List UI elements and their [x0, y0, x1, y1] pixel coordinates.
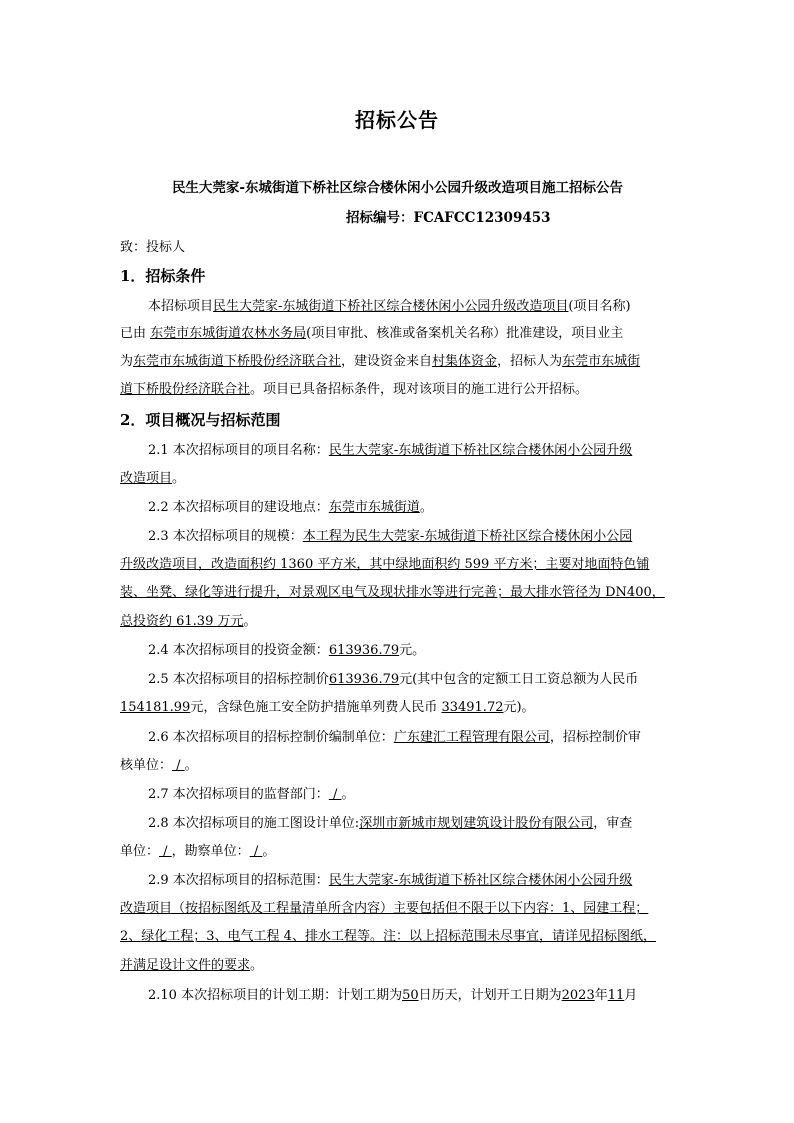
price-reviewer: / [172, 758, 185, 773]
text: 2.3 本次招标项目的规模： [148, 529, 303, 544]
p2-4 [148, 643, 425, 659]
survey-unit: / [249, 844, 263, 859]
scale-text: 本工程为民生大莞家-东城街道下桥社区综合楼休闲小公园 [302, 529, 633, 544]
project-name-21-cont: 改造项目 [120, 471, 173, 486]
tenderer-cont: 道下桥股份经济联合社 [120, 382, 251, 397]
text: 2.5 本次招标项目的招标控制价 [148, 672, 329, 687]
section-1-heading: 1．招标条件 [120, 267, 206, 285]
text: ，招标控制价审 [549, 730, 641, 745]
text: ，勘察单位： [171, 844, 250, 859]
fund-source: 村集体资金 [432, 354, 498, 369]
design-unit: 深圳市新城市规划建筑设计股份有限公司 [359, 816, 594, 831]
p2-7 [148, 787, 354, 803]
page-title: 招标公告 [355, 108, 439, 132]
p2-10 [148, 988, 637, 1004]
text: 。 [250, 958, 264, 973]
text: 。 [184, 758, 198, 773]
duration-days: 50 [402, 988, 419, 1003]
text: 元。 [399, 643, 426, 658]
text: ，审查 [593, 816, 633, 831]
text: 。 [341, 787, 355, 802]
p2-3 [148, 529, 632, 545]
text: (项目名称) [568, 299, 631, 314]
text: 2.6 本次招标项目的招标控制价编制单位： [148, 730, 394, 745]
text: 本招标项目 [148, 299, 214, 314]
p2-3-l3 [120, 585, 665, 601]
scope-text: 民生大莞家-东城街道下桥社区综合楼休闲小公园升级 [328, 873, 633, 888]
safety-fee: 33491.72 [441, 700, 504, 715]
s1-line-2 [120, 326, 623, 342]
s1-line-4 [120, 382, 588, 398]
project-name: 民生大莞家-东城街道下桥社区综合楼休闲小公园升级改造项目 [213, 299, 569, 314]
bid-number-label: 招标编号： [346, 210, 414, 226]
text: 2.1 本次招标项目的项目名称： [148, 443, 329, 458]
p2-1 [148, 443, 632, 459]
location: 东莞市东城街道 [328, 500, 420, 515]
project-owner: 东莞市东城街道下桥股份经济联合社 [133, 354, 342, 369]
control-price: 613936.79 [328, 672, 400, 687]
text: ，建设资金来自 [341, 354, 433, 369]
p2-5-l2 [120, 700, 535, 716]
text: 2.10 本次招标项目的计划工期：计划工期为 [148, 988, 403, 1003]
greeting: 致：投标人 [120, 240, 186, 255]
text: 。 [243, 614, 257, 629]
text: 日历天，计划开工日期为 [418, 988, 562, 1003]
s1-line-1 [148, 299, 631, 315]
p2-9 [148, 873, 632, 889]
start-month: 11 [607, 988, 625, 1003]
p2-9-l4 [120, 958, 263, 974]
text: 。 [262, 844, 276, 859]
p2-8-l2 [120, 844, 275, 860]
text: 为 [120, 354, 134, 369]
p2-6 [148, 730, 641, 746]
text: 2.9 本次招标项目的招标范围： [148, 873, 329, 888]
text: 2.2 本次招标项目的建设地点： [148, 500, 329, 515]
p2-6-l2 [120, 758, 198, 774]
section-2-heading: 2．项目概况与招标范围 [120, 411, 281, 429]
scale-text: 装、坐凳、绿化等进行提升，对景观区电气及现状排水等进行完善；最大排水管径为 DN400， [120, 585, 665, 600]
p2-9-l3: 2、绿化工程；3、电气工程 4、排水工程等。注：以上招标范围未尽事宜，请详见招标图纸， [120, 929, 656, 944]
investment-amount: 613936.79 [328, 643, 400, 658]
wage-total: 154181.99 [120, 700, 191, 715]
project-name-21: 民生大莞家-东城街道下桥社区综合楼休闲小公园升级 [328, 443, 633, 458]
p2-3-l2 [120, 557, 649, 573]
scope-text: 并满足设计文件的要求 [120, 958, 251, 973]
p2-3-l4 [120, 614, 257, 630]
text: 。 [419, 500, 433, 515]
tenderer: 东莞市东城街 [562, 354, 641, 369]
text: (项目审批、核准或备案机关名称）批准建设，项目业主 [306, 326, 624, 341]
text: 2.8 本次招标项目的施工图设计单位: [148, 816, 360, 831]
text: 2.7 本次招标项目的监督部门： [148, 787, 329, 802]
bid-number: FCAFCC12309453 [413, 210, 551, 226]
text: 元，含绿色施工安全防护措施单列费人民币 [190, 700, 442, 715]
supervisor-dept: / [328, 787, 342, 802]
review-unit: / [159, 844, 172, 859]
p2-2 [148, 500, 433, 516]
notice-subtitle: 民生大莞家-东城街道下桥社区综合楼休闲小公园升级改造项目施工招标公告 [171, 180, 624, 196]
s1-line-3 [120, 354, 640, 370]
text: 。 [172, 471, 186, 486]
text: 年 [594, 988, 608, 1003]
text: 元(其中包含的定额工日工资总额为人民币 [399, 672, 639, 687]
price-compiler: 广东建汇工程管理有限公司 [393, 730, 550, 745]
text: 2.4 本次招标项目的投资金额： [148, 643, 329, 658]
scale-text: 升级改造项目，改造面积约 1360 平方米，其中绿地面积约 599 平方米；主要对地面特色铺 [120, 557, 650, 572]
p2-5 [148, 672, 638, 688]
text: 。项目已具备招标条件，现对该项目的施工进行公开招标。 [250, 382, 589, 397]
text: 已由 [120, 326, 151, 341]
text: 单位： [120, 844, 160, 859]
p2-1-cont [120, 471, 185, 487]
text: 月 [624, 988, 638, 1003]
start-year: 2023 [561, 988, 595, 1003]
scale-text: 总投资约 61.39 万元 [120, 614, 244, 629]
approval-authority: 东莞市东城街道农林水务局 [150, 326, 307, 341]
p2-8 [148, 816, 632, 832]
p2-9-l2: 改造项目（按招标图纸及工程量清单所含内容）主要包括但不限于以下内容：1、园建工程； [120, 901, 649, 916]
text: 元)。 [503, 700, 535, 715]
text: ，招标人为 [497, 354, 563, 369]
text: 核单位： [120, 758, 173, 773]
bid-number-line [346, 206, 551, 226]
